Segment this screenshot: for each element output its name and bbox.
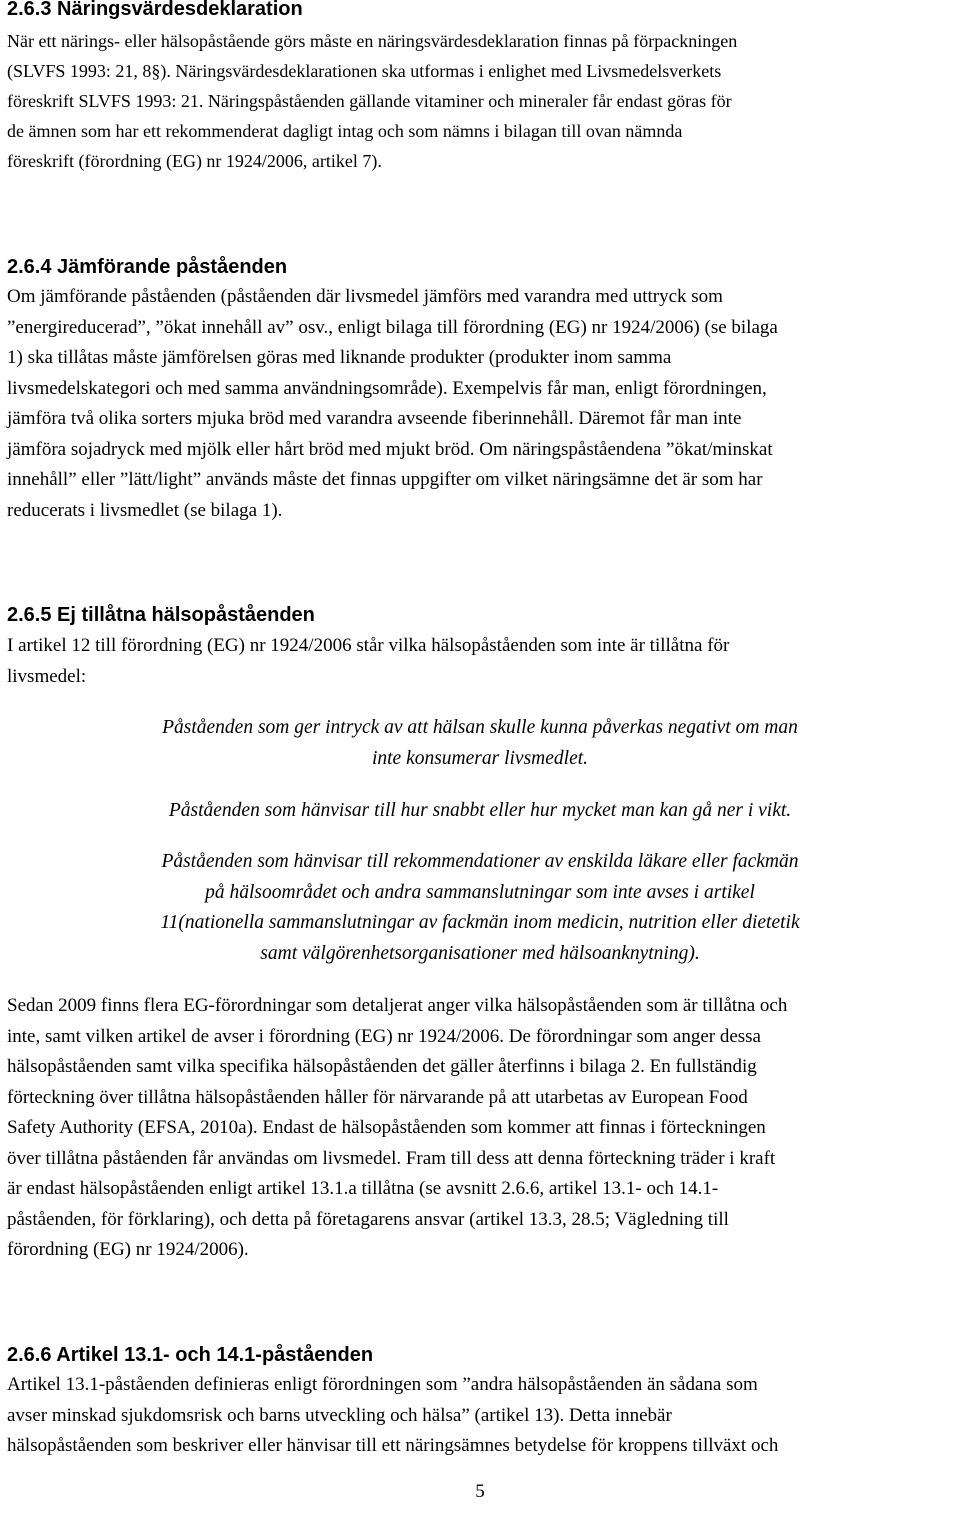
section-intro-2-6-5	[7, 631, 959, 692]
paragraph-line: 1) ska tillåtas måste jämförelsen göras med liknande produkter (produkter inom samma	[7, 347, 672, 368]
paragraph-line: reducerats i livsmedlet (se bilaga 1).	[7, 499, 283, 521]
paragraph-line: (SLVFS 1993: 21, 8§). Näringsvärdesdeklarationen ska utformas i enlighet med Livsmedelsverkets	[7, 61, 722, 81]
paragraph-line: är endast hälsopåståenden enligt artikel 13.1.a tillåtna (se avsnitt 2.6.6, artikel 13.1- och 14.1-	[7, 1178, 719, 1199]
quoted-line: Påståenden som hänvisar till hur snabbt eller hur mycket man kan gå ner i vikt.	[168, 800, 792, 821]
quoted-item-3	[0, 847, 960, 969]
section-paragraph-2-6-3	[7, 26, 959, 176]
paragraph-line: hälsopåståenden samt vilka specifika hälsopåståenden det gäller återfinns i bilaga 2. En fullständig	[7, 1056, 757, 1077]
paragraph-line: påståenden, för förklaring), och detta på företagarens ansvar (artikel 13.3, 28.5; Vägledning till	[7, 1208, 729, 1230]
quoted-line: Påståenden som ger intryck av att hälsan skulle kunna påverkas negativt om man	[162, 717, 798, 738]
section-heading-2-6-3: 2.6.3 Näringsvärdesdeklaration	[7, 0, 303, 20]
paragraph-line: livsmedelskategori och med samma användningsområde). Exempelvis får man, enligt förordningen,	[7, 377, 767, 399]
paragraph-line: över tillåtna påståenden får användas om livsmedel. Fram till dess att denna förteckning träder i kraft	[7, 1147, 776, 1169]
quoted-line: Påståenden som hänvisar till rekommendationer av enskilda läkare eller fackmän	[161, 851, 799, 872]
paragraph-line: Safety Authority (EFSA, 2010a). Endast de hälsopåståenden som kommer att finnas i förteckningen	[7, 1117, 766, 1138]
paragraph-line: hälsopåståenden som beskriver eller hänvisar till ett näringsämnes betydelse för kroppens tillväxt och	[7, 1435, 779, 1456]
section-heading-2-6-4: 2.6.4 Jämförande påståenden	[7, 256, 288, 278]
quoted-item-2	[0, 796, 960, 827]
quoted-line: samt välgörenhetsorganisationer med hälsoanknytning).	[260, 942, 700, 964]
quoted-line: inte konsumerar livsmedlet.	[371, 747, 589, 769]
paragraph-line: Artikel 13.1-påståenden definieras enligt förordningen som ”andra hälsopåståenden än sådana som	[7, 1374, 758, 1395]
quoted-item-1	[0, 713, 960, 774]
paragraph-line: föreskrift (förordning (EG) nr 1924/2006, artikel 7).	[7, 151, 382, 171]
quoted-line: 11(nationella sammanslutningar av fackmän inom medicin, nutrition eller dietetik	[160, 912, 800, 933]
paragraph-line: jämföra sojadryck med mjölk eller hårt bröd med mjukt bröd. Om näringspåståendena ”ökat/minskat	[7, 438, 773, 460]
section-paragraph-2-6-6	[7, 1370, 959, 1462]
page-number: 5	[475, 1481, 485, 1502]
paragraph-line: de ämnen som har ett rekommenderat dagligt intag och som nämns i bilagan till ovan nämnda	[7, 121, 683, 141]
paragraph-line: innehåll” eller ”lätt/light” används måste det finnas uppgifter om vilket näringsämne det är som har	[7, 469, 763, 490]
section-heading-2-6-5: 2.6.5 Ej tillåtna hälsopåståenden	[7, 604, 315, 626]
paragraph-line: Sedan 2009 finns flera EG-förordningar som detaljerat anger vilka hälsopåståenden som är tillåtna och	[7, 995, 788, 1016]
paragraph-line: livsmedel:	[7, 665, 87, 687]
paragraph-line: förteckning över tillåtna hälsopåståenden håller för närvarande på att utarbetas av European Food	[7, 1086, 748, 1108]
paragraph-line: föreskrift SLVFS 1993: 21. Näringspåståenden gällande vitaminer och mineraler får endast göras för	[7, 91, 732, 111]
section-heading-2-6-6: 2.6.6 Artikel 13.1- och 14.1-påståenden	[7, 1344, 374, 1366]
paragraph-line: förordning (EG) nr 1924/2006).	[7, 1239, 249, 1260]
paragraph-line: avser minskad sjukdomsrisk och barns utveckling och hälsa” (artikel 13). Detta innebär	[7, 1404, 672, 1426]
paragraph-line: I artikel 12 till förordning (EG) nr 1924/2006 står vilka hälsopåståenden som inte är tillåtna för	[7, 635, 730, 656]
paragraph-line: jämföra två olika sorters mjuka bröd med varandra avseende fiberinnehåll. Däremot får man inte	[7, 408, 742, 429]
paragraph-line: inte, samt vilken artikel de avser i förordning (EG) nr 1924/2006. De förordningar som anger dessa	[7, 1025, 761, 1047]
quoted-line: på hälsoområdet och andra sammanslutningar som inte avses i artikel	[205, 881, 755, 903]
paragraph-line: ”energireducerad”, ”ökat innehåll av” osv., enligt bilaga till förordning (EG) nr 1924/2006) (se bilaga	[7, 316, 778, 338]
section-paragraph-2-6-4	[7, 282, 959, 526]
paragraph-line: När ett närings- eller hälsopåstående görs måste en näringsvärdesdeklaration finnas på förpackningen	[7, 31, 738, 51]
paragraph-line: Om jämförande påståenden (påståenden där livsmedel jämförs med varandra med uttryck som	[7, 286, 723, 307]
section-paragraph-2-6-5	[7, 991, 959, 1266]
